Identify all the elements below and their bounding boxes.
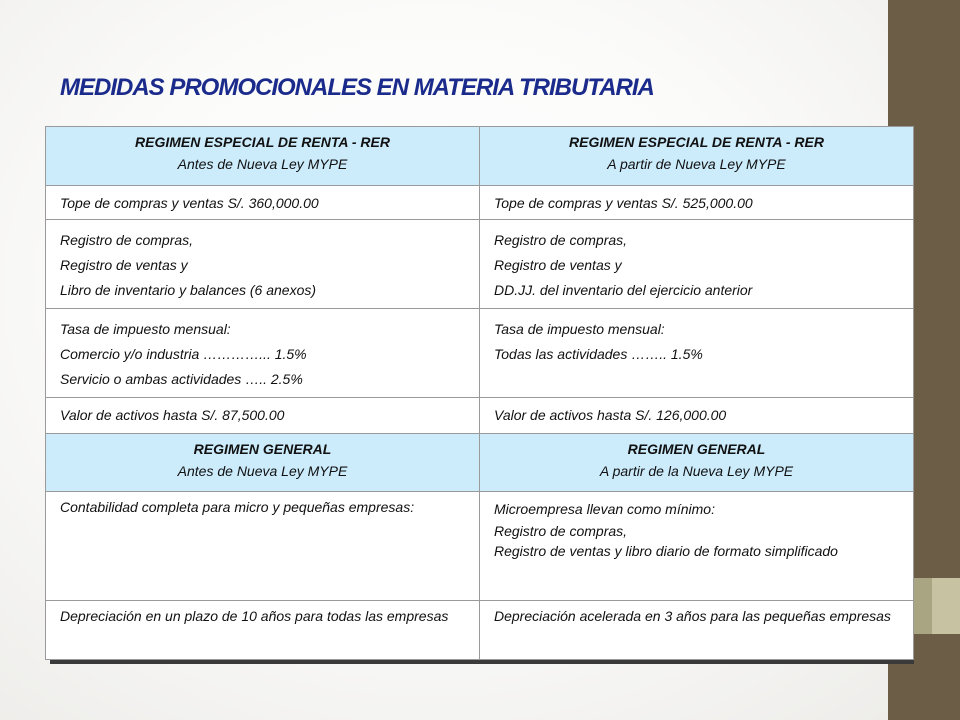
table-row bbox=[46, 397, 914, 433]
slide-title: MEDIDAS PROMOCIONALES EN MATERIA TRIBUTARIA bbox=[60, 74, 654, 101]
table-cell bbox=[480, 601, 914, 660]
table-cell bbox=[480, 185, 914, 219]
cell-line: Registro de ventas y bbox=[494, 256, 622, 273]
cell-line: Registro de ventas y libro diario de formato simplificado bbox=[494, 543, 838, 560]
table-cell bbox=[46, 492, 480, 601]
table-cell bbox=[480, 397, 914, 433]
table-cell bbox=[46, 219, 480, 308]
table-row bbox=[46, 308, 914, 397]
cell-line: Libro de inventario y balances (6 anexos) bbox=[60, 281, 317, 298]
table-row bbox=[46, 185, 914, 219]
cell-line: Comercio y/o industria …………... 1.5% bbox=[60, 345, 307, 362]
header-subtitle: A partir de Nueva Ley MYPE bbox=[607, 156, 786, 172]
header-subtitle: Antes de Nueva Ley MYPE bbox=[177, 156, 348, 172]
table-header-row-rer bbox=[46, 127, 914, 186]
table-row bbox=[46, 219, 914, 308]
cell-line: Servicio o ambas actividades ….. 2.5% bbox=[60, 370, 303, 387]
table-cell bbox=[480, 492, 914, 601]
cell-line: Valor de activos hasta S/. 87,500.00 bbox=[60, 406, 285, 423]
table-cell bbox=[46, 601, 480, 660]
header-subtitle: Antes de Nueva Ley MYPE bbox=[177, 462, 348, 479]
cell-line: Registro de compras, bbox=[494, 523, 628, 540]
cell-line: Depreciación acelerada en 3 años para las pequeñas empresas bbox=[494, 608, 891, 625]
header-title: REGIMEN GENERAL bbox=[193, 440, 332, 457]
comparison-table bbox=[45, 126, 914, 660]
cell-line: Registro de ventas y bbox=[60, 256, 188, 273]
table-header-row-general bbox=[46, 433, 914, 492]
header-title: REGIMEN GENERAL bbox=[627, 440, 766, 457]
cell-line: Depreciación en un plazo de 10 años para todas las empresas bbox=[60, 608, 449, 625]
cell-line: Tope de compras y ventas S/. 525,000.00 bbox=[494, 194, 753, 211]
table-cell bbox=[480, 219, 914, 308]
header-title: REGIMEN ESPECIAL DE RENTA - RER bbox=[569, 134, 824, 150]
header-cell-general-before bbox=[46, 433, 480, 492]
table-row bbox=[46, 492, 914, 601]
header-cell-rer-after bbox=[480, 127, 914, 186]
header-cell-rer-before bbox=[46, 127, 480, 186]
cell-line: Registro de compras, bbox=[60, 231, 194, 248]
cell-line: Tasa de impuesto mensual: bbox=[494, 320, 665, 337]
table-cell bbox=[46, 185, 480, 219]
header-subtitle: A partir de la Nueva Ley MYPE bbox=[599, 462, 794, 479]
table-cell bbox=[46, 308, 480, 397]
cell-line: Registro de compras, bbox=[494, 231, 628, 248]
cell-line: Microempresa llevan como mínimo: bbox=[494, 501, 715, 518]
cell-line: Tope de compras y ventas S/. 360,000.00 bbox=[60, 194, 319, 211]
cell-line: DD.JJ. del inventario del ejercicio anterior bbox=[494, 281, 753, 298]
header-title: REGIMEN ESPECIAL DE RENTA - RER bbox=[135, 134, 390, 150]
cell-line: Contabilidad completa para micro y pequeñas empresas: bbox=[60, 499, 415, 516]
header-cell-general-after bbox=[480, 433, 914, 492]
cell-line: Valor de activos hasta S/. 126,000.00 bbox=[494, 406, 727, 423]
table-cell bbox=[46, 397, 480, 433]
cell-line: Todas las actividades …….. 1.5% bbox=[494, 345, 703, 362]
cell-line: Tasa de impuesto mensual: bbox=[60, 320, 231, 337]
table-row bbox=[46, 601, 914, 660]
table-cell bbox=[480, 308, 914, 397]
